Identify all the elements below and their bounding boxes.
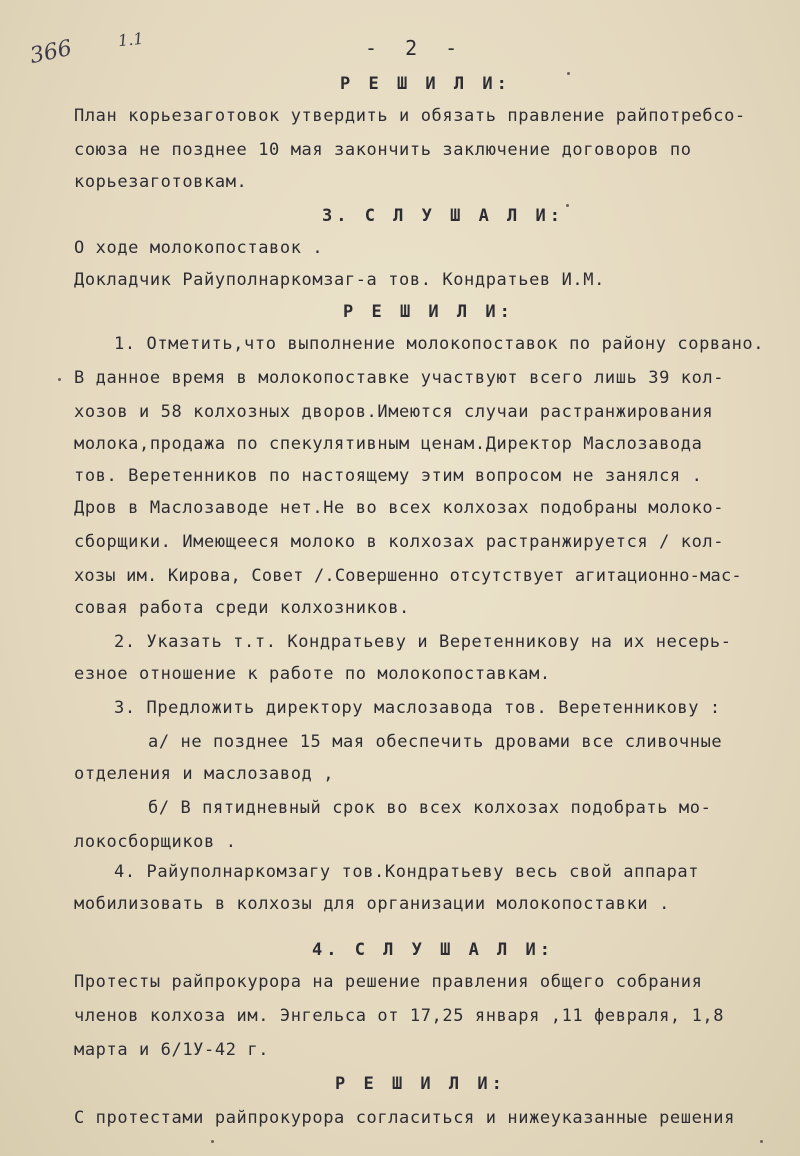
paper-speck bbox=[567, 72, 570, 75]
text-line: мобилизовать в колхозы для организации молокопоставки . bbox=[74, 894, 670, 914]
section-heading-resolved: Р Е Ш И Л И: bbox=[335, 1074, 506, 1094]
text-line: марта и 6/1У-42 г. bbox=[74, 1040, 270, 1060]
text-line: Дров в Маслозаводе нет.Не во всех колхозах подобраны молоко- bbox=[74, 498, 725, 518]
text-line: хозы им. Кирова, Совет /.Совершенно отсутствует агитационно-мас- bbox=[74, 566, 742, 586]
text-line: отделения и маслозавод , bbox=[74, 764, 335, 784]
text-line: членов колхоза им. Энгельса от 17,25 января ,11 февраля, 1,8 bbox=[74, 1006, 725, 1026]
text-line: Протесты райпрокурора на решение правления общего собрания bbox=[74, 972, 703, 992]
text-line: О ходе молокопоставок . bbox=[74, 238, 324, 258]
text-line: сборщики. Имеющееся молоко в колхозах растранжируется / кол- bbox=[74, 532, 725, 552]
archive-number-annotation: 366 bbox=[27, 35, 75, 70]
text-line: совая работа среди колхозников. bbox=[74, 598, 410, 618]
section-heading-resolved: Р Е Ш И Л И: bbox=[340, 74, 511, 94]
text-line: тов. Веретенников по настоящему этим вопросом не занялся . bbox=[74, 466, 703, 486]
paper-speck bbox=[211, 1140, 214, 1143]
section-heading-heard: 3. С Л У Ш А Л И: bbox=[322, 206, 564, 226]
text-line: 2. Указать т.т. Кондратьеву и Веретенникову на их несерь- bbox=[114, 632, 732, 652]
text-line: 1. Отметить,что выполнение молокопоставок по району сорвано. bbox=[114, 334, 765, 354]
text-line: корьезаготовкам. bbox=[74, 172, 248, 192]
text-line: хозов и 58 колхозных дворов.Имеются случаи растранжирования bbox=[74, 402, 714, 422]
text-line: 3. Предложить директору маслозавода тов. Веретенникову : bbox=[114, 698, 721, 718]
paper-speck bbox=[760, 1140, 763, 1143]
text-line: Докладчик Райуполнаркомзаг-а тов. Кондратьев И.М. bbox=[74, 270, 605, 290]
text-line: б/ В пятидневный срок во всех колхозах подобрать мо- bbox=[148, 798, 712, 818]
section-heading-resolved: Р Е Ш И Л И: bbox=[343, 302, 514, 322]
paper-speck bbox=[566, 204, 569, 207]
text-line: 4. Райуполнаркомзагу тов.Кондратьеву весь свой аппарат bbox=[114, 862, 700, 882]
section-heading-heard: 4. С Л У Ш А Л И: bbox=[312, 940, 554, 960]
text-line: В данное время в молокопоставке участвуют всего лишь 39 кол- bbox=[74, 368, 725, 388]
paper-speck bbox=[58, 378, 61, 381]
text-line: союза не позднее 10 мая закончить заключение договоров по bbox=[74, 140, 692, 160]
text-line: езное отношение к работе по молокопоставкам. bbox=[74, 664, 551, 684]
text-line: План корьезаготовок утвердить и обязать правление райпотребсо- bbox=[74, 106, 746, 126]
text-line: С протестами райпрокурора согласиться и нижеуказанные решения bbox=[74, 1108, 735, 1128]
text-line: локосборщиков . bbox=[74, 832, 237, 852]
page-number: - 2 - bbox=[365, 36, 466, 60]
text-line: а/ не позднее 15 мая обеспечить дровами все сливочные bbox=[148, 732, 723, 752]
text-line: молока,продажа по спекулятивным ценам.Директор Маслозавода bbox=[74, 434, 703, 454]
corner-mark-annotation: 1.1 bbox=[117, 28, 145, 51]
